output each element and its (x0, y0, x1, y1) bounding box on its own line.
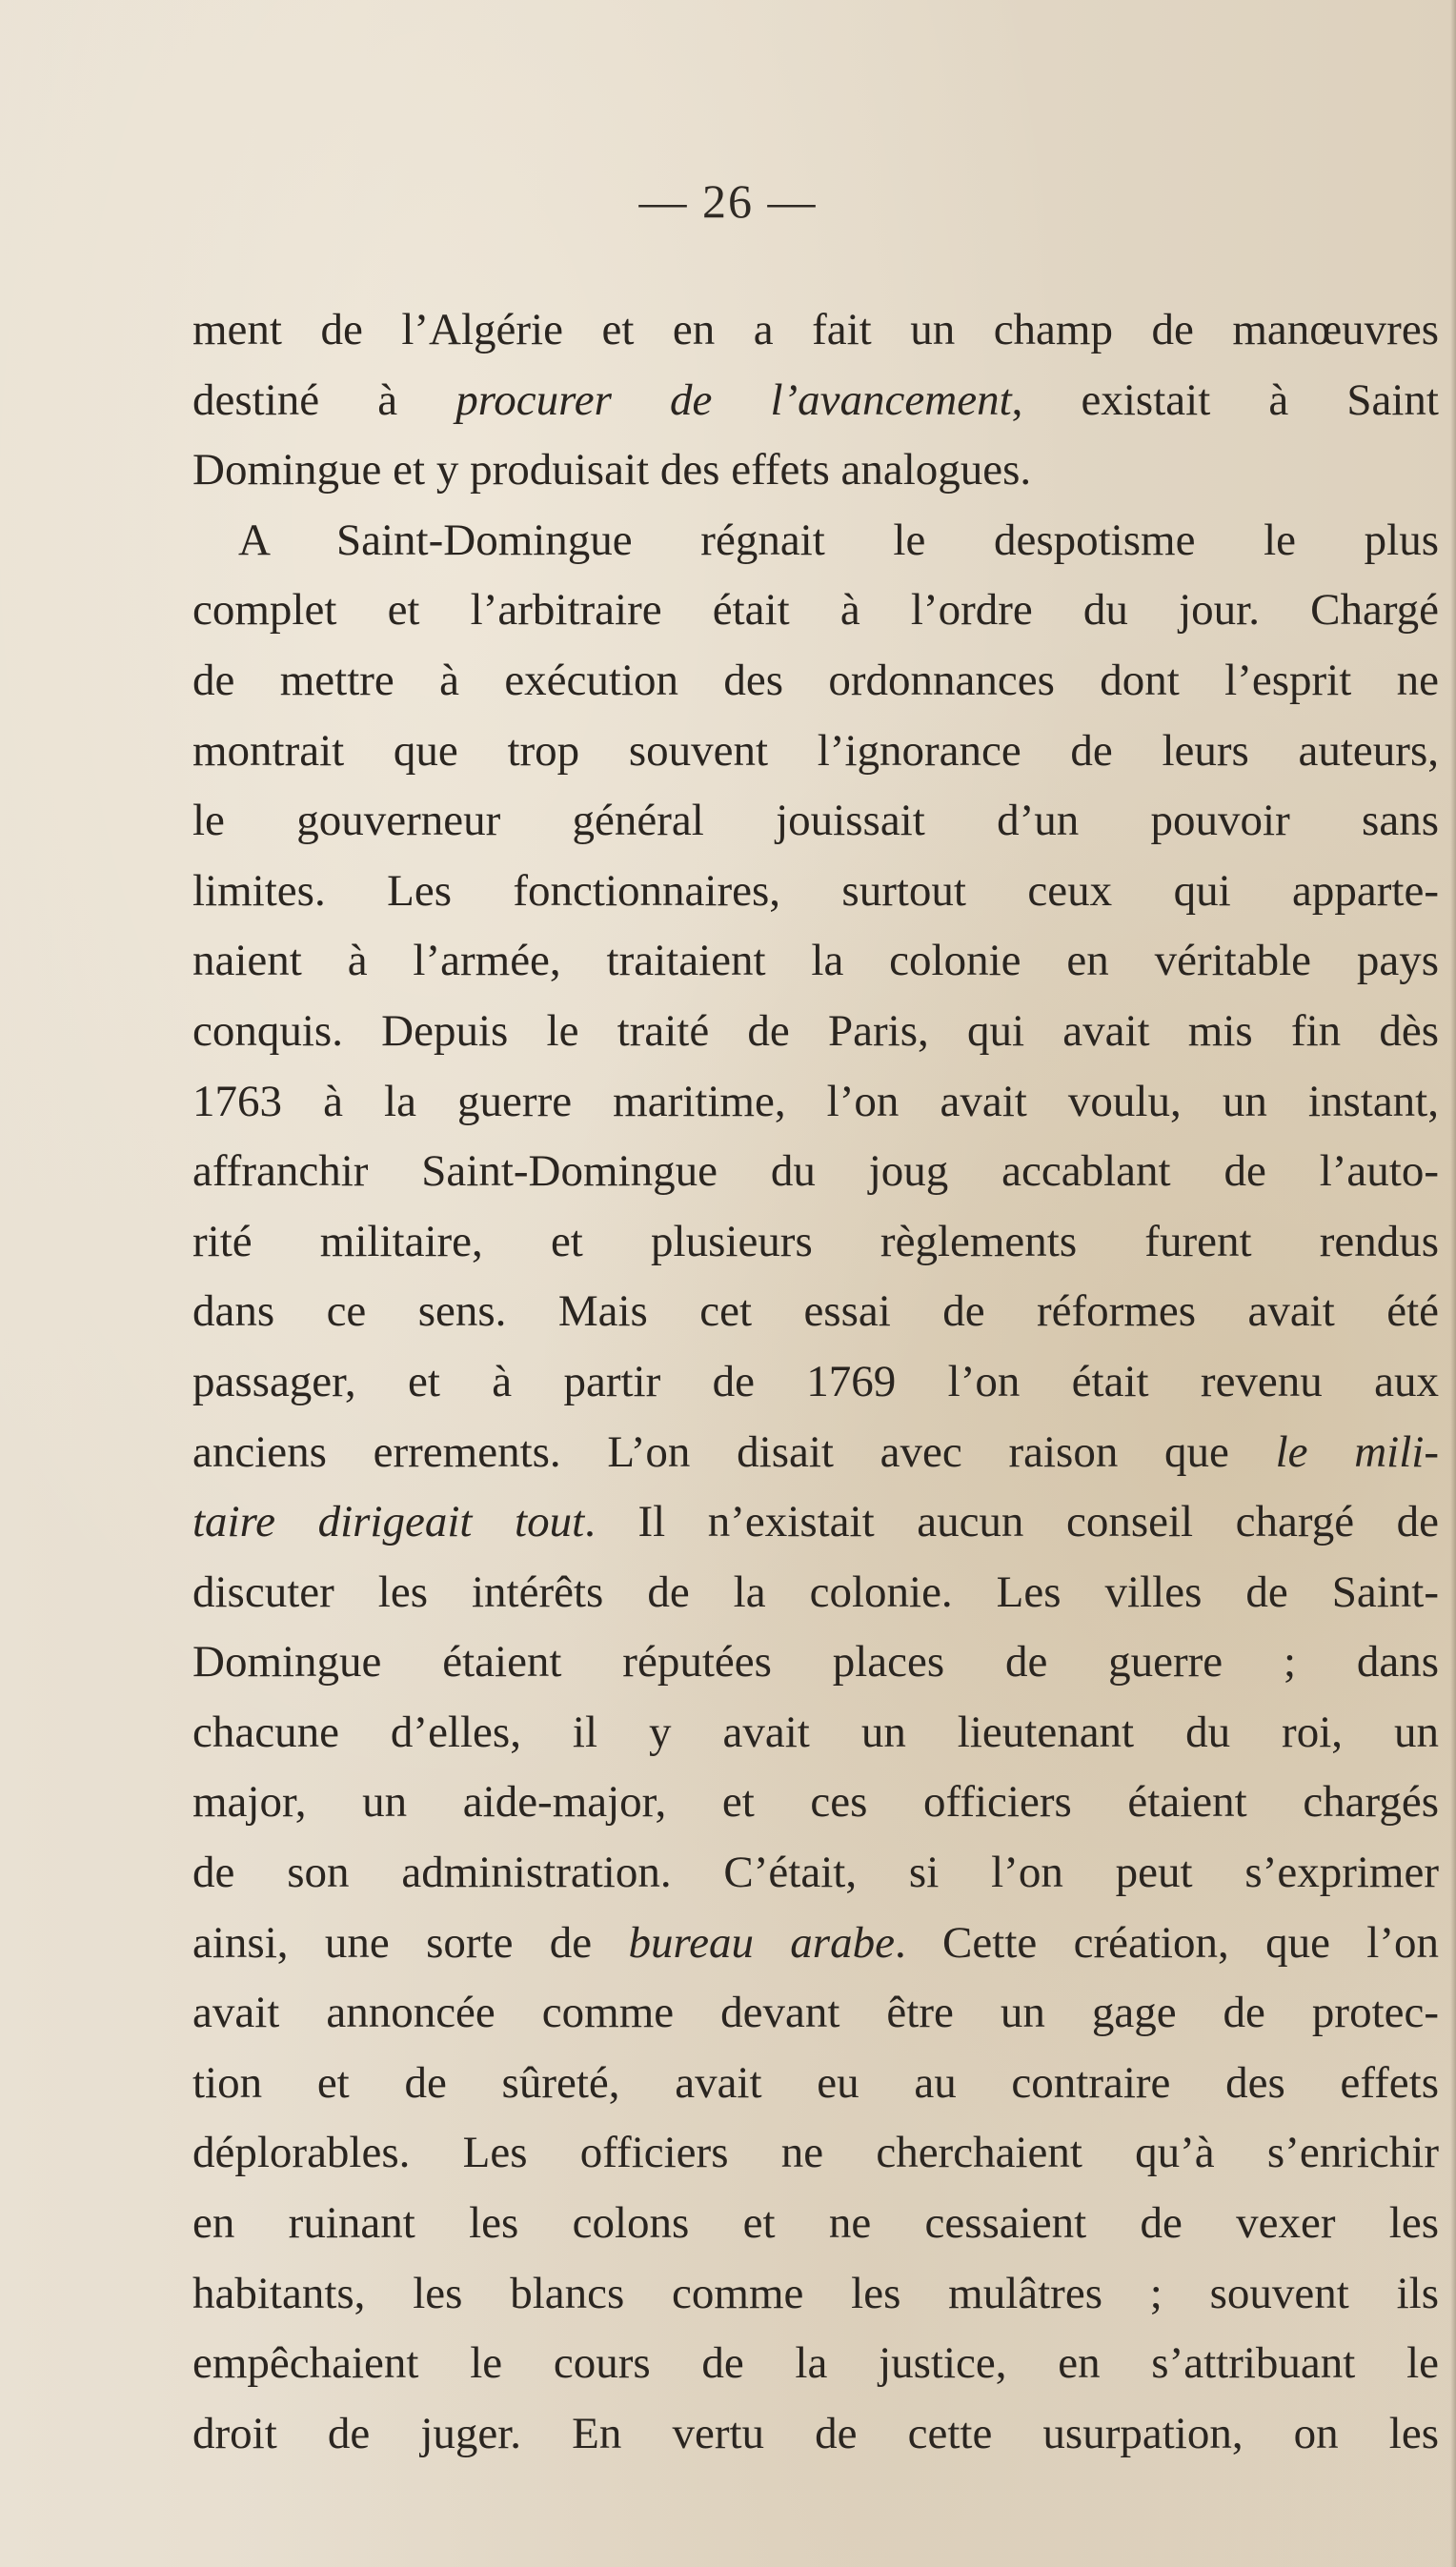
text-line: destiné à procurer de l’avancement, existait à Saint (192, 374, 1439, 425)
text-line: habitants, les blancs comme les mulâtres ; souvent ils (192, 2268, 1439, 2318)
text-line: 1763 à la guerre maritime, l’on avait voulu, un instant, (192, 1076, 1439, 1126)
text-line: complet et l’arbitraire était à l’ordre du jour. Chargé (192, 585, 1439, 636)
text-line: limites. Les fonctionnaires, surtout ceux qui apparte- (192, 865, 1439, 916)
text-line: A Saint-Domingue régnait le despotisme le plus (238, 515, 1439, 565)
text-line: naient à l’armée, traitaient la colonie en véritable pays (192, 936, 1439, 986)
text-line: montrait que trop souvent l’ignorance de leurs auteurs, (192, 725, 1439, 776)
text-line: chacune d’elles, il y avait un lieutenant du roi, un (192, 1707, 1439, 1757)
italic-phrase: bureau arabe (628, 1917, 895, 1968)
text-line: major, un aide-major, et ces officiers étaient chargés (192, 1777, 1439, 1828)
text-line: ment de l’Algérie et en a fait un champ de manœuvres (192, 305, 1439, 354)
italic-phrase: taire dirigeait tout (192, 1497, 585, 1547)
text-line: anciens errements. L’on disait avec raison que le mili- (192, 1426, 1439, 1477)
text-line: taire dirigeait tout. Il n’existait aucun conseil chargé de (192, 1497, 1439, 1547)
page-edge-shadow (1450, 0, 1456, 2567)
text-line: affranchir Saint-Domingue du joug accablant de l’auto- (192, 1146, 1439, 1197)
text-line: de mettre à exécution des ordonnances dont l’esprit ne (192, 655, 1439, 705)
text-line: conquis. Depuis le traité de Paris, qui avait mis fin dès (192, 1005, 1439, 1056)
text-line: avait annoncée comme devant être un gage de protec- (192, 1988, 1439, 2038)
body-text (192, 295, 1439, 2469)
text-line: de son administration. C’était, si l’on peut s’exprimer (192, 1848, 1439, 1898)
text-line: passager, et à partir de 1769 l’on était revenu aux (192, 1356, 1439, 1406)
text-line: discuter les intérêts de la colonie. Les villes de Saint- (192, 1566, 1439, 1617)
text-line: le gouverneur général jouissait d’un pouvoir sans (192, 796, 1439, 846)
text-line: dans ce sens. Mais cet essai de réformes avait été (192, 1286, 1439, 1337)
text-line: tion et de sûreté, avait eu au contraire des effets (192, 2057, 1439, 2108)
text-line: empêchaient le cours de la justice, en s’attribuant le (192, 2338, 1439, 2389)
italic-phrase: procurer de l’avancement (455, 374, 1012, 425)
text-line: droit de juger. En vertu de cette usurpation, on les (192, 2408, 1439, 2458)
text-line: ainsi, une sorte de bureau arabe. Cette création, que l’on (192, 1917, 1439, 1968)
text-line: Domingue étaient réputées places de guerre ; dans (192, 1637, 1439, 1688)
text-line: déplorables. Les officiers ne cherchaient qu’à s’enrichir (192, 2128, 1439, 2178)
text-line: Domingue et y produisait des effets analogues. (192, 445, 1032, 495)
page-number: — 26 — (638, 174, 818, 228)
italic-phrase: le mili- (1275, 1426, 1439, 1477)
text-line: en ruinant les colons et ne cessaient de vexer les (192, 2198, 1439, 2249)
text-line: rité militaire, et plusieurs règlements furent rendus (192, 1216, 1439, 1266)
